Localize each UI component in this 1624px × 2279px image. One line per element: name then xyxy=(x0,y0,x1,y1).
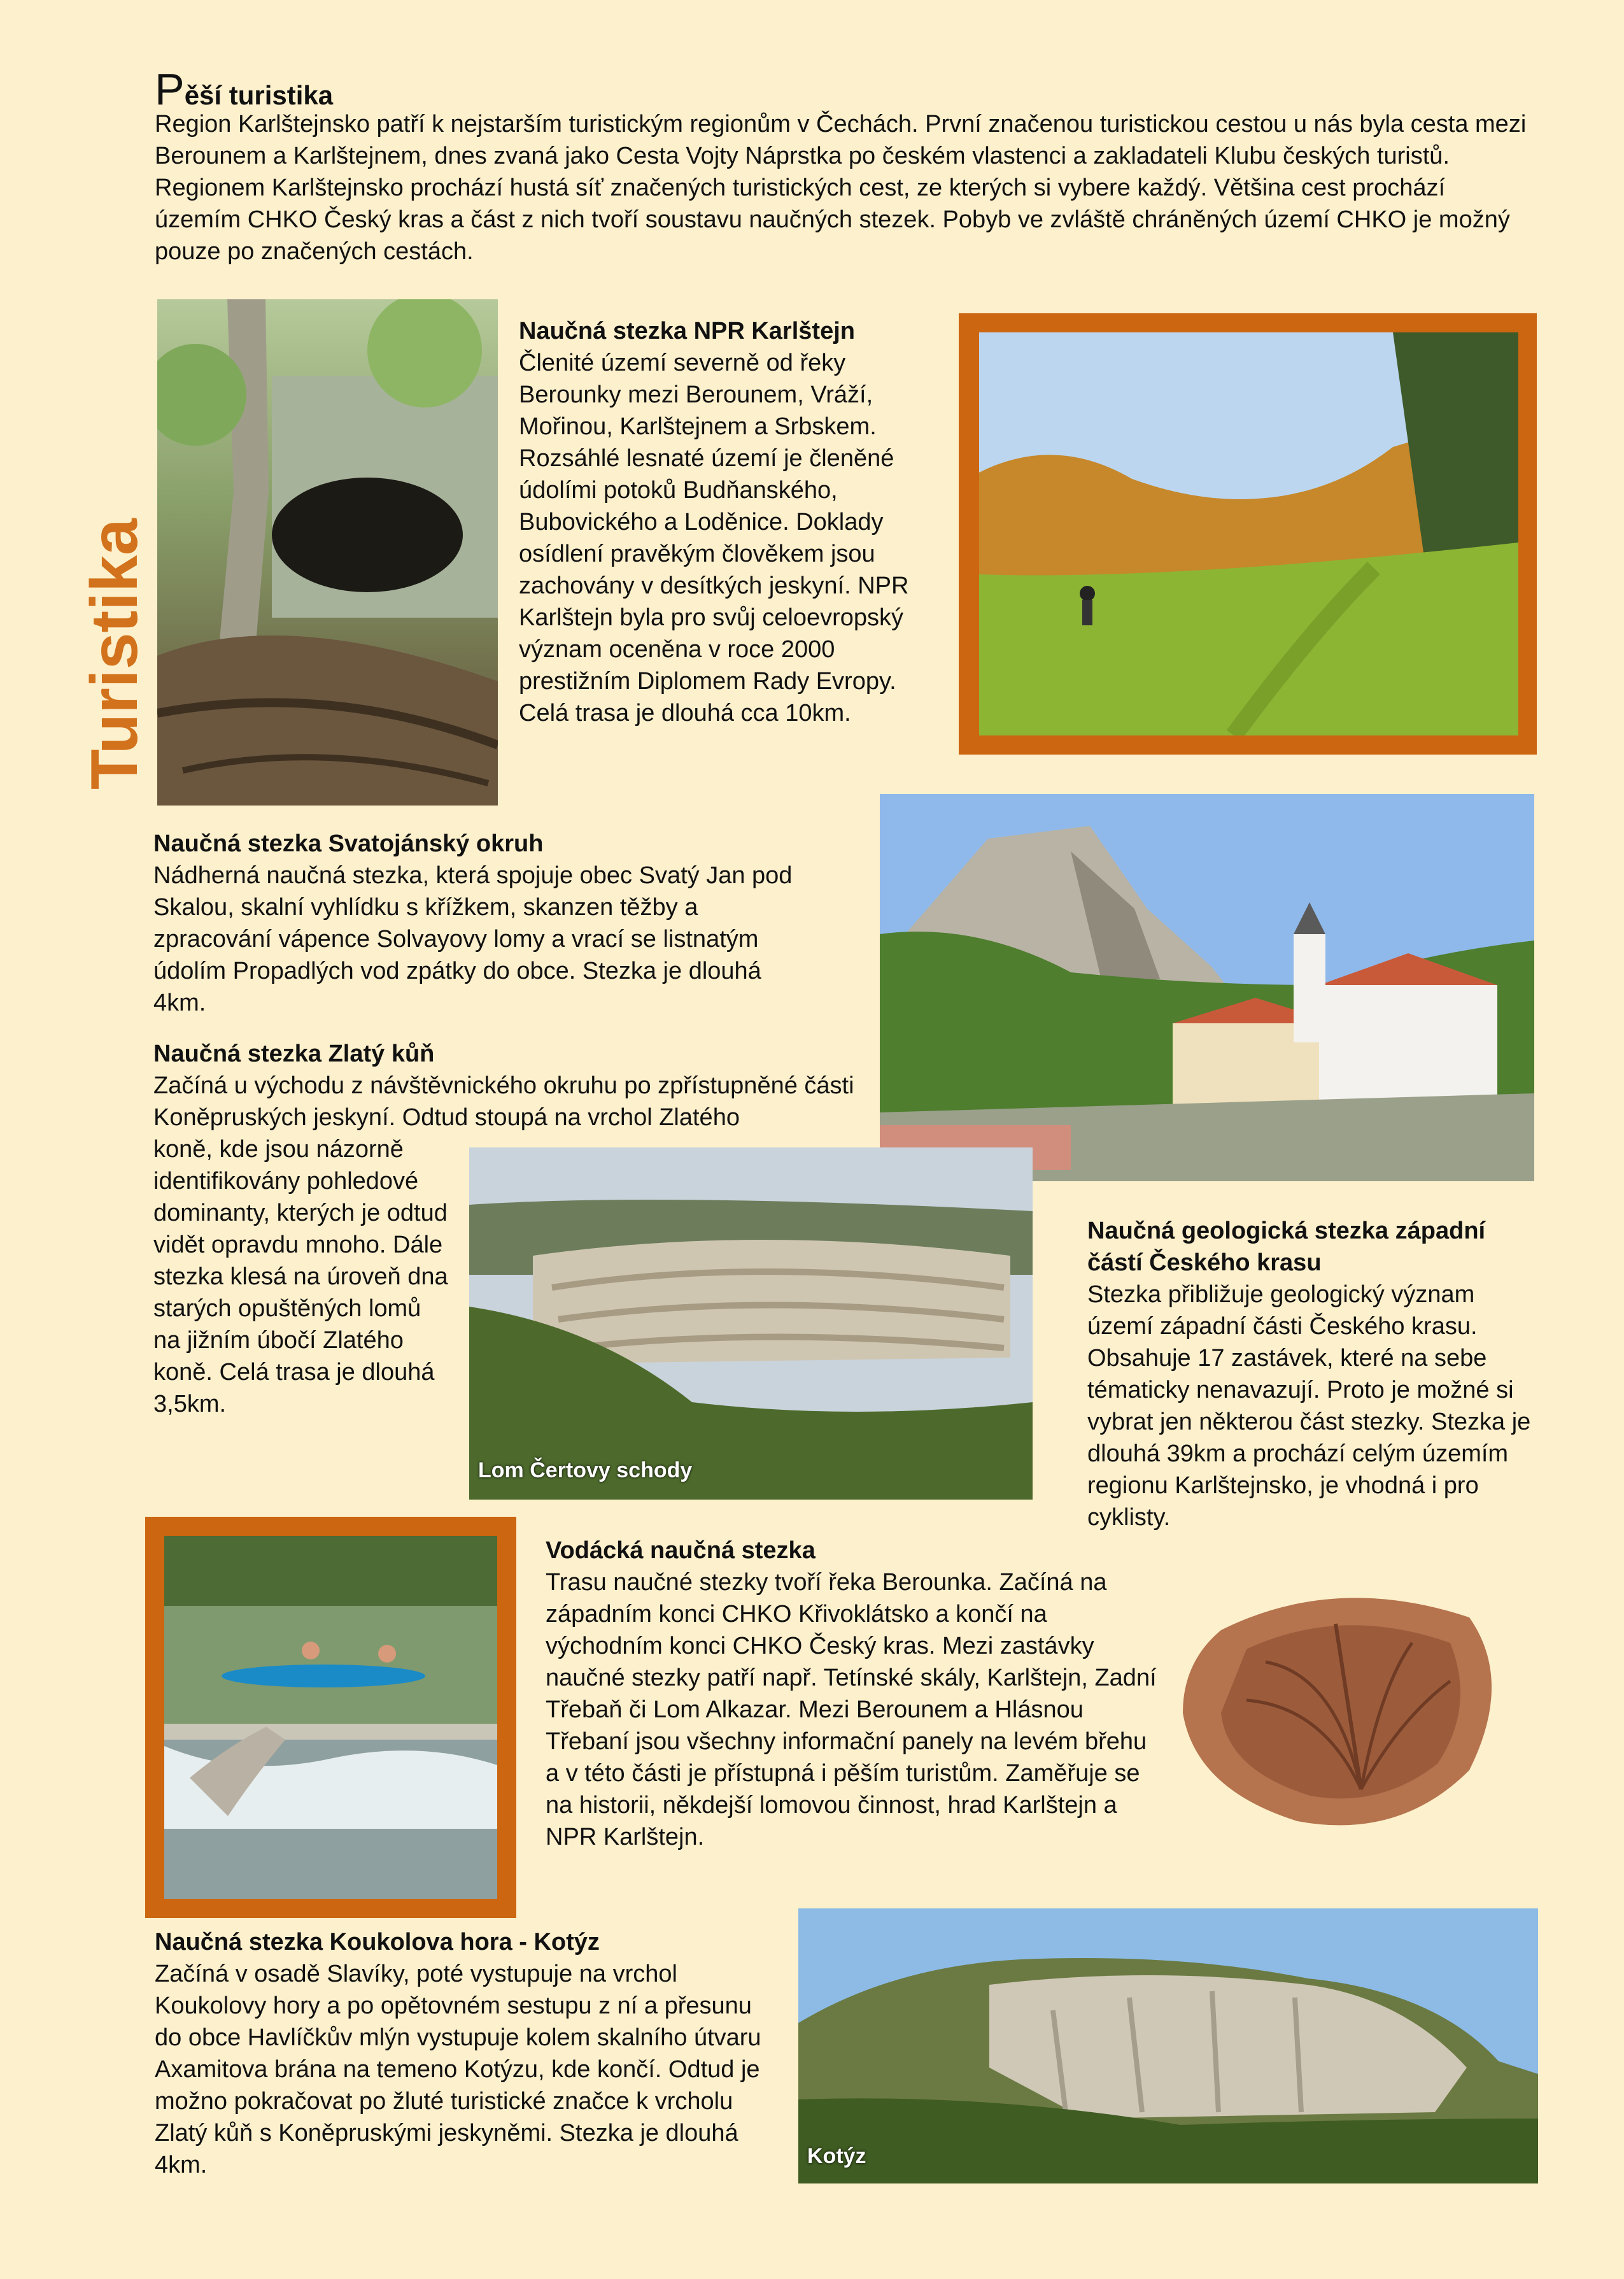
section-koukolova-text: Začíná v osadě Slavíky, poté vystupuje na vrchol Koukolovy hory a po opětovném sestupu z ní a přesunu do obce Havlíčkův mlýn vystupuje kolem skalního útvaru Axamitova brána na temeno Kotýzu, kde končí. Odtud je možno pokračovat po žluté turistické značce k vrcholu Zlatý kůň s Koněpruskými jeskyněmi. Stezka je dlouhá 4km. xyxy=(155,1961,761,2178)
quarry-photo xyxy=(469,1147,1033,1500)
intro-title-initial: P xyxy=(155,64,185,114)
intro-title xyxy=(155,64,1536,114)
section-geologicka-text: Stezka přibližuje geologický význam území západní části Českého krasu. Obsahuje 17 zastávek, které na sebe tématicky nenavazují. Proto je možné si vybrat jen některou část stezky. Stezka je dlouhá 39km a prochází celým územím regionu Karlštejnsko, je vhodná i pro cyklisty. xyxy=(1087,1281,1531,1531)
section-svatojansky-title: Naučná stezka Svatojánský okruh xyxy=(153,830,544,857)
section-vodacka-title: Vodácká naučná stezka xyxy=(546,1537,816,1564)
section-zlaty-kun xyxy=(153,1038,873,1133)
kotyz-caption: Kotýz xyxy=(807,2144,866,2168)
section-koukolova xyxy=(155,1926,785,2181)
quarry-caption: Lom Čertovy schody xyxy=(478,1458,693,1482)
section-zlaty-kun-title: Naučná stezka Zlatý kůň xyxy=(153,1040,435,1067)
intro-text: Region Karlštejnsko patří k nejstarším turistickým regionům v Čechách. První značenou turistickou cestou u nás byla cesta mezi Berounem a Karlštejnem, dnes zvaná jako Cesta Vojty Náprstka po českém vlastenci a zakladateli Klubu českých turistů. Regionem Karlštejnsko prochází hustá síť značených turistických cest, ze kterých si vybere každý. Většina cest prochází územím CHKO Český kras a část z nich tvoří soustavu naučných stezek. Pobyb ve zvláště chráněných území CHKO je možný pouze po značených cestách. xyxy=(155,111,1527,265)
cave-photo xyxy=(157,299,498,806)
section-vodacka xyxy=(546,1535,1157,1853)
section-karlstejn-title: Naučná stezka NPR Karlštejn xyxy=(519,318,855,344)
section-karlstejn-text: Členité území severně od řeky Berounky mezi Berounem, Vráží, Mořinou, Karlštejnem a Srbskem. Rozsáhlé lesnaté území je členěné údolími potoků Budňanského, Bubovického a Loděnice. Doklady osídlení pravěkým člověkem jsou zachovány v desítkých jeskyní. NPR Karlštejn byla pro svůj celoevropský význam oceněna v roce 2000 prestižním Diplomem Rady Evropy. Celá trasa je dlouhá cca 10km. xyxy=(519,350,909,727)
intro-title-rest: ěší turistika xyxy=(184,80,334,110)
section-geologicka xyxy=(1087,1215,1546,1533)
section-zlaty-kun-continued xyxy=(153,1133,453,1420)
section-svatojansky xyxy=(153,828,816,1019)
monastery-photo xyxy=(880,794,1534,1181)
intro-block xyxy=(155,64,1536,267)
side-title: Turistika xyxy=(78,518,152,790)
fossil-image xyxy=(1170,1579,1507,1834)
kotyz-photo xyxy=(798,1908,1538,2183)
section-karlstejn xyxy=(519,315,942,729)
section-zlaty-kun-text-b: koně, kde jsou názorně identifikovány pohledové dominanty, kterých je odtud vidět opravdu mnoho. Dále stezka klesá na úroveň dna starých opuštěných lomů na jižním úbočí Zlatého koně. Celá trasa je dlouhá 3,5km. xyxy=(153,1136,448,1417)
section-zlaty-kun-text-a: Začíná u východu z návštěvnického okruhu po zpřístupněné části Koněpruských jeskyní. Odtud stoupá na vrchol Zlatého xyxy=(153,1072,854,1131)
section-geologicka-title: Naučná geologická stezka západní částí Českého krasu xyxy=(1087,1218,1486,1276)
section-vodacka-text: Trasu naučné stezky tvoří řeka Berounka. Začíná na západním konci CHKO Křivoklátsko a končí na východním konci CHKO Český kras. Mezi zastávky naučné stezky patří např. Tetínské skály, Karlštejn, Zadní Třebaň či Lom Alkazar. Mezi Berounem a Hlásnou Třebaní jsou všechny informační panely na levém břehu a v této části je přístupná i pěším turistům. Zaměřuje se na historii, někdejší lomovou činnost, hrad Karlštejn a NPR Karlštejn. xyxy=(546,1569,1157,1850)
section-svatojansky-text: Nádherná naučná stezka, která spojuje obec Svatý Jan pod Skalou, skalní vyhlídku s křížkem, skanzen těžby a zpracování vápence Solvayovy lomy a vrací se listnatým údolím Propadlých vod zpátky do obce. Stezka je dlouhá 4km. xyxy=(153,862,793,1016)
meadow-photo xyxy=(979,332,1518,735)
section-koukolova-title: Naučná stezka Koukolova hora - Kotýz xyxy=(155,1929,600,1956)
river-photo xyxy=(164,1536,497,1899)
